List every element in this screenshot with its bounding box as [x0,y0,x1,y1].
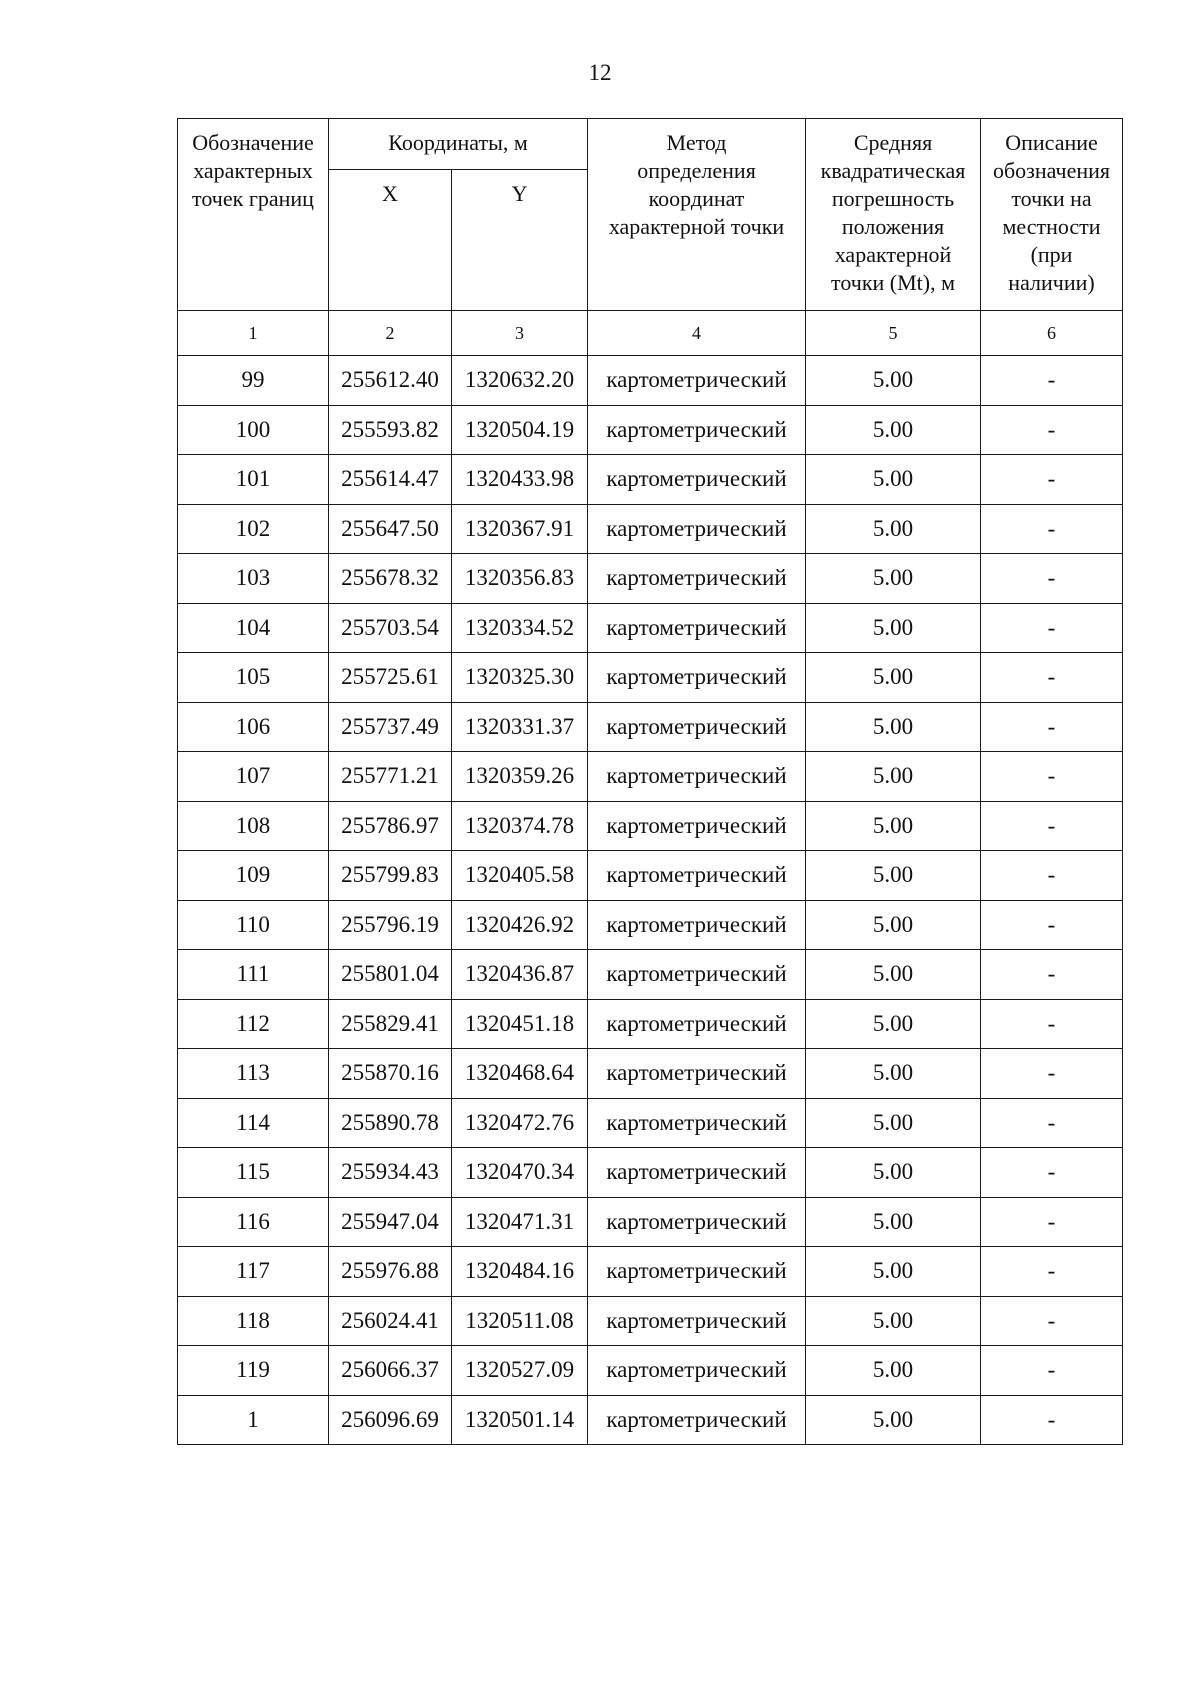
cell-error: 5.00 [806,603,981,653]
table-row [178,1296,1123,1346]
table-row [178,405,1123,455]
cell-description: - [981,1247,1123,1297]
cell-y: 1320527.09 [452,1346,588,1396]
cell-method: картометрический [588,1296,806,1346]
column-number: 1 [178,311,329,356]
cell-method: картометрический [588,702,806,752]
header-x: X [329,170,452,311]
header-description: Описание обозначения точки на местности (при наличии) [981,119,1123,311]
cell-method: картометрический [588,1148,806,1198]
cell-error: 5.00 [806,1197,981,1247]
cell-error: 5.00 [806,554,981,604]
cell-point: 1 [178,1395,329,1445]
cell-x: 255786.97 [329,801,452,851]
column-number: 6 [981,311,1123,356]
cell-point: 116 [178,1197,329,1247]
cell-y: 1320471.31 [452,1197,588,1247]
cell-error: 5.00 [806,504,981,554]
cell-point: 109 [178,851,329,901]
table-row [178,851,1123,901]
cell-y: 1320433.98 [452,455,588,505]
header-coordinates: Координаты, м [329,119,588,170]
table-row [178,1346,1123,1396]
cell-point: 108 [178,801,329,851]
cell-x: 255870.16 [329,1049,452,1099]
cell-method: картометрический [588,504,806,554]
table-body [178,356,1123,1445]
cell-error: 5.00 [806,1346,981,1396]
cell-method: картометрический [588,1049,806,1099]
cell-x: 255801.04 [329,950,452,1000]
cell-point: 107 [178,752,329,802]
cell-description: - [981,999,1123,1049]
table-row [178,504,1123,554]
table-row [178,999,1123,1049]
cell-x: 255771.21 [329,752,452,802]
cell-error: 5.00 [806,999,981,1049]
table-row [178,603,1123,653]
cell-point: 119 [178,1346,329,1396]
cell-point: 118 [178,1296,329,1346]
cell-method: картометрический [588,653,806,703]
cell-x: 255612.40 [329,356,452,406]
header-point: Обозначение характерных точек границ [178,119,329,311]
cell-description: - [981,950,1123,1000]
cell-point: 100 [178,405,329,455]
cell-y: 1320632.20 [452,356,588,406]
cell-x: 255890.78 [329,1098,452,1148]
cell-error: 5.00 [806,405,981,455]
cell-method: картометрический [588,554,806,604]
boundary-points-table [177,118,1123,1445]
cell-y: 1320405.58 [452,851,588,901]
cell-x: 255799.83 [329,851,452,901]
table-row [178,900,1123,950]
cell-point: 114 [178,1098,329,1148]
cell-method: картометрический [588,1098,806,1148]
cell-point: 104 [178,603,329,653]
cell-method: картометрический [588,455,806,505]
cell-x: 255725.61 [329,653,452,703]
cell-x: 255647.50 [329,504,452,554]
cell-x: 256096.69 [329,1395,452,1445]
cell-description: - [981,702,1123,752]
cell-y: 1320367.91 [452,504,588,554]
cell-y: 1320504.19 [452,405,588,455]
cell-description: - [981,1098,1123,1148]
cell-x: 255796.19 [329,900,452,950]
cell-x: 255934.43 [329,1148,452,1198]
cell-x: 255737.49 [329,702,452,752]
cell-method: картометрический [588,999,806,1049]
header-method: Метод определения координат характерной точки [588,119,806,311]
cell-method: картометрический [588,752,806,802]
cell-point: 99 [178,356,329,406]
cell-point: 110 [178,900,329,950]
table-row [178,455,1123,505]
cell-method: картометрический [588,1395,806,1445]
cell-error: 5.00 [806,900,981,950]
cell-error: 5.00 [806,702,981,752]
cell-y: 1320331.37 [452,702,588,752]
cell-description: - [981,356,1123,406]
column-number: 5 [806,311,981,356]
cell-error: 5.00 [806,1247,981,1297]
cell-description: - [981,1148,1123,1198]
table-row [178,1098,1123,1148]
cell-method: картометрический [588,1197,806,1247]
cell-error: 5.00 [806,950,981,1000]
cell-y: 1320426.92 [452,900,588,950]
table-header [178,119,1123,356]
table-row [178,1247,1123,1297]
cell-y: 1320451.18 [452,999,588,1049]
cell-description: - [981,603,1123,653]
cell-description: - [981,1346,1123,1396]
cell-y: 1320436.87 [452,950,588,1000]
cell-error: 5.00 [806,752,981,802]
cell-x: 255829.41 [329,999,452,1049]
table-row [178,801,1123,851]
header-error: Средняя квадратическая погрешность положения характерной точки (Mt), м [806,119,981,311]
cell-method: картометрический [588,356,806,406]
column-number: 2 [329,311,452,356]
cell-point: 105 [178,653,329,703]
cell-error: 5.00 [806,851,981,901]
cell-error: 5.00 [806,356,981,406]
cell-description: - [981,1296,1123,1346]
cell-x: 255593.82 [329,405,452,455]
table-row [178,702,1123,752]
table-row [178,950,1123,1000]
column-number: 4 [588,311,806,356]
cell-error: 5.00 [806,653,981,703]
cell-point: 115 [178,1148,329,1198]
cell-description: - [981,1395,1123,1445]
cell-error: 5.00 [806,1148,981,1198]
cell-method: картометрический [588,1247,806,1297]
cell-point: 106 [178,702,329,752]
cell-y: 1320325.30 [452,653,588,703]
cell-y: 1320356.83 [452,554,588,604]
cell-y: 1320511.08 [452,1296,588,1346]
cell-error: 5.00 [806,1049,981,1099]
table-row [178,752,1123,802]
cell-point: 112 [178,999,329,1049]
cell-y: 1320359.26 [452,752,588,802]
cell-method: картометрический [588,603,806,653]
table-row [178,653,1123,703]
page-number [0,60,1200,86]
cell-y: 1320501.14 [452,1395,588,1445]
cell-description: - [981,752,1123,802]
cell-method: картометрический [588,851,806,901]
cell-x: 255614.47 [329,455,452,505]
cell-y: 1320468.64 [452,1049,588,1099]
cell-description: - [981,1049,1123,1099]
cell-x: 255703.54 [329,603,452,653]
cell-y: 1320470.34 [452,1148,588,1198]
cell-description: - [981,1197,1123,1247]
table-row [178,1197,1123,1247]
cell-x: 255678.32 [329,554,452,604]
cell-description: - [981,504,1123,554]
cell-method: картометрический [588,900,806,950]
cell-y: 1320374.78 [452,801,588,851]
cell-method: картометрический [588,950,806,1000]
cell-error: 5.00 [806,455,981,505]
cell-method: картометрический [588,405,806,455]
cell-y: 1320334.52 [452,603,588,653]
cell-error: 5.00 [806,1098,981,1148]
cell-y: 1320484.16 [452,1247,588,1297]
table-row [178,1148,1123,1198]
cell-point: 117 [178,1247,329,1297]
header-y: Y [452,170,588,311]
column-numbers-row [178,311,1123,356]
cell-method: картометрический [588,1346,806,1396]
cell-point: 101 [178,455,329,505]
cell-error: 5.00 [806,1296,981,1346]
cell-description: - [981,851,1123,901]
cell-x: 256024.41 [329,1296,452,1346]
cell-point: 113 [178,1049,329,1099]
cell-y: 1320472.76 [452,1098,588,1148]
cell-description: - [981,653,1123,703]
cell-method: картометрический [588,801,806,851]
cell-x: 255947.04 [329,1197,452,1247]
cell-point: 103 [178,554,329,604]
cell-error: 5.00 [806,801,981,851]
table-row [178,1049,1123,1099]
page-number-text: 12 [588,60,612,85]
cell-description: - [981,455,1123,505]
cell-description: - [981,405,1123,455]
cell-x: 256066.37 [329,1346,452,1396]
cell-description: - [981,801,1123,851]
column-number: 3 [452,311,588,356]
cell-description: - [981,554,1123,604]
cell-x: 255976.88 [329,1247,452,1297]
cell-point: 102 [178,504,329,554]
cell-description: - [981,900,1123,950]
cell-error: 5.00 [806,1395,981,1445]
table-row [178,554,1123,604]
table-row [178,356,1123,406]
table-row [178,1395,1123,1445]
cell-point: 111 [178,950,329,1000]
